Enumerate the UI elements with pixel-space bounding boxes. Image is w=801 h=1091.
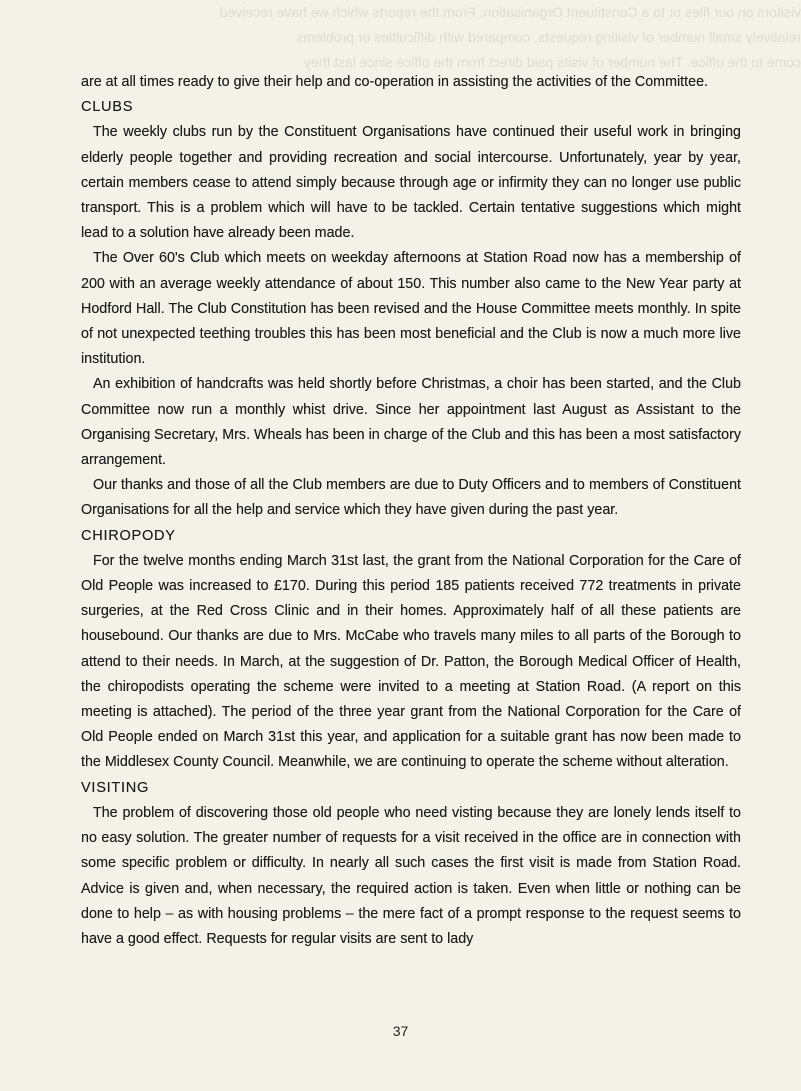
section-heading-clubs: CLUBS (81, 99, 134, 116)
clubs-paragraph-4: Our thanks and those of all the Club members are due to Duty Officers and to members of Constituent Organisations for all the help and service which they have given during the past year. (81, 477, 741, 519)
clubs-paragraph-3: An exhibition of handcrafts was held shortly before Christmas, a choir has been started, and the Club Committee now run a monthly whist drive. Since her appointment last August as Assistant to the Organising Secretary, Mrs. Wheals has been in charge of the Club and this has been a most satisfactory arrangement. (81, 376, 741, 469)
clubs-paragraph-1: The weekly clubs run by the Constituent Organisations have continued their useful work in bringing elderly people together and providing recreation and social intercourse. Unfortunately, year by year, certain members cease to attend simply because through age or infirmity they can no longer use public transport. This is a problem which will have to be tackled. Certain tentative suggestions which might lead to a solution have already been made. (81, 124, 741, 242)
opening-paragraph: are at all times ready to give their help and co-operation in assisting the activities of the Committee. (81, 74, 708, 90)
page-number: 37 (392, 1023, 409, 1039)
chiropody-paragraph: For the twelve months ending March 31st last, the grant from the National Corporation for the Care of Old People was increased to £170. During this period 185 patients received 772 treatments in private surgeries, at the Red Cross Clinic and in their homes. Approximately half of all these patients are housebound. Our thanks are due to Mrs. McCabe who travels many miles to all parts of the Borough to attend to their needs. In March, at the suggestion of Dr. Patton, the Borough Medical Officer of Health, the chiropodists operating the scheme were invited to a meeting at Station Road. (A report on this meeting is attached). The period of the three year grant from the National Corporation for the Care of Old People ended on March 31st this year, and application for a suitable grant has now been made to the Middlesex County Council. Meanwhile, we are continuing to operate the scheme without alteration. (81, 552, 741, 771)
visiting-paragraph: The problem of discovering those old people who need visting because they are lonely lends itself to no easy solution. The greater number of requests for a visit received in the office are in connection with some specific problem or difficulty. In nearly all such cases the first visit is made from Station Road. Advice is given and, when necessary, the required action is taken. Even when little or nothing can be done to help – as with housing problems – the mere fact of a prompt response to the request seems to have a good effect. Requests for regular visits are sent to lady (81, 804, 741, 947)
section-heading-visiting: VISITING (81, 779, 150, 796)
section-heading-chiropody: CHIROPODY (81, 527, 176, 544)
clubs-paragraph-2: The Over 60's Club which meets on weekday afternoons at Station Road now has a membership of 200 with an average weekly attendance of about 150. This number also came to the New Year party at Hodford Hall. The Club Constitution has been revised and the House Committee meets monthly. In spite of not unexpected teething troubles this has been most beneficial and the Club is now a much more live institution. (81, 250, 741, 368)
page-body (81, 70, 741, 952)
reverse-side-bleed-through: visitors on our files or to a Constituent Organisation. From the reports which we have received relatively small number of visiting requests, compared with difficulties or problems come to the office. The number of visits paid direct from the office since last they (219, 4, 801, 70)
